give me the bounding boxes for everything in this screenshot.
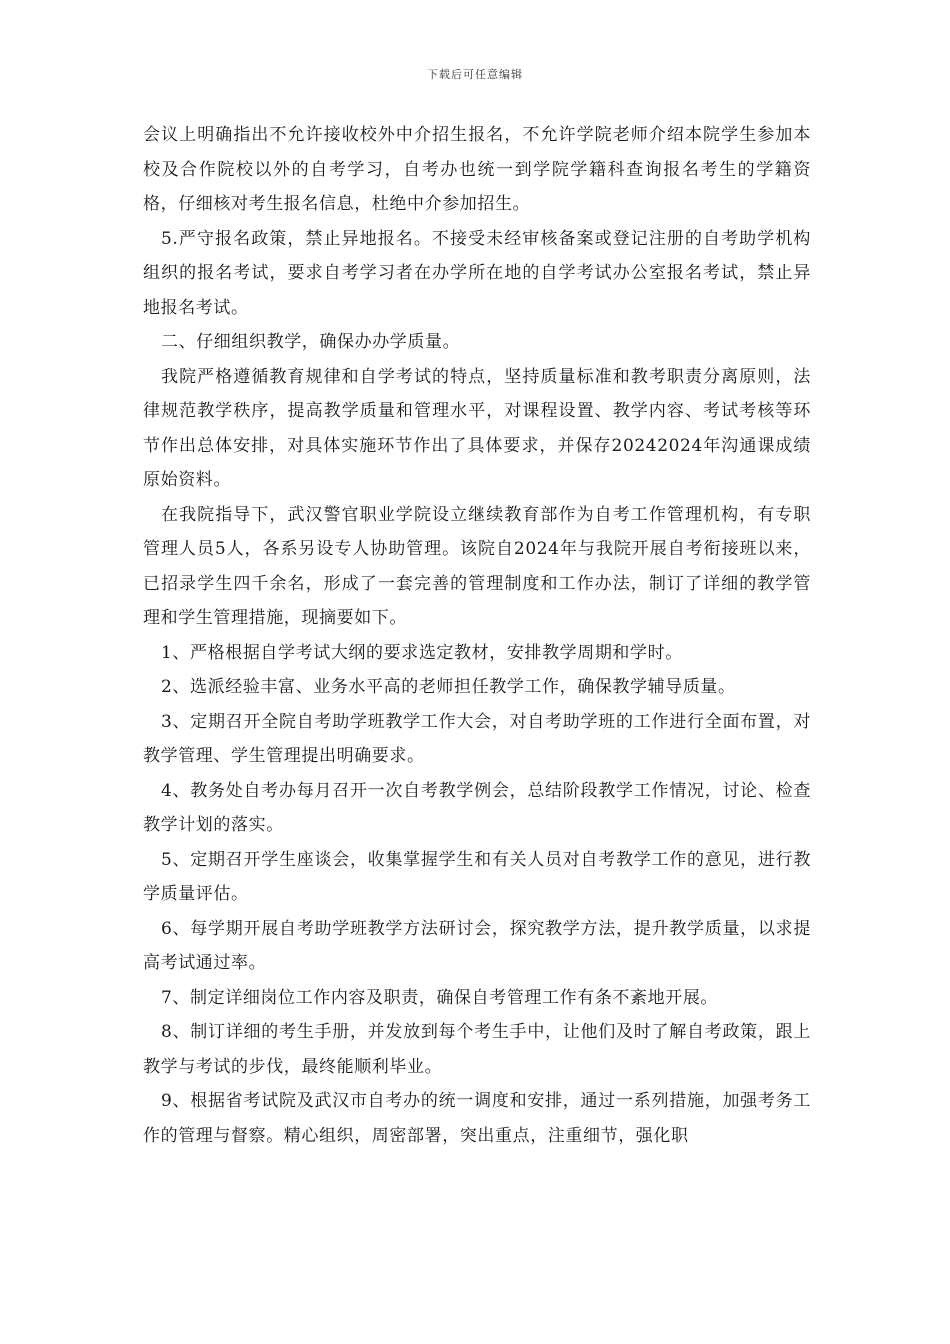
list-item-1: 1、严格根据自学考试大纲的要求选定教材，安排教学周期和学时。	[161, 642, 683, 663]
list-item-8: 8、制订详细的考生手册，并发放到每个考生手中，让他们及时了解自考政策，跟上教学与考试的步伐，最终能顺利毕业。	[143, 1022, 811, 1077]
section-heading-2: 二、仔细组织教学，确保办办学质量。	[161, 332, 461, 352]
paragraph-5: 在我院指导下，武汉警官职业学院设立继续教育部作为自考工作管理机构，有专职管理人员5人，各系另设专人协助管理。该院自2024年与我院开展自考衔接班以来，已招录学生四千余名，形成了一套完善的管理制度和工作办法，制订了详细的教学管理和学生管理措施，现摘要如下。	[143, 504, 811, 628]
list-item-7: 7、制定详细岗位工作内容及职责，确保自考管理工作有条不紊地开展。	[161, 987, 719, 1008]
list-item-6: 6、每学期开展自考助学班教学方法研讨会，探究教学方法，提升教学质量，以求提高考试通过率。	[143, 918, 811, 973]
list-item-5: 5、定期召开学生座谈会，收集掌握学生和有关人员对自考教学工作的意见，进行教学质量评估。	[143, 849, 811, 904]
list-item-9: 9、根据省考试院及武汉市自考办的统一调度和安排，通过一系列措施，加强考务工作的管理与督察。精心组织，周密部署，突出重点，注重细节，强化职	[143, 1091, 811, 1146]
list-item-3: 3、定期召开全院自考助学班教学工作大会，对自考助学班的工作进行全面布置，对教学管理、学生管理提出明确要求。	[143, 711, 811, 766]
list-item-4: 4、教务处自考办每月召开一次自考教学例会，总结阶段教学工作情况，讨论、检查教学计划的落实。	[143, 780, 811, 835]
list-item-2: 2、选派经验丰富、业务水平高的老师担任教学工作，确保教学辅导质量。	[161, 677, 736, 697]
paragraph-2: 5.严守报名政策，禁止异地报名。不接受未经审核备案或登记注册的自考助学机构组织的报名考试，要求自考学习者在办学所在地的自学考试办公室报名考试，禁止异地报名考试。	[143, 228, 811, 318]
paragraph-4: 我院严格遵循教育规律和自学考试的特点，坚持质量标准和教考职责分离原则，法律规范教学秩序，提高教学质量和管理水平，对课程设置、教学内容、考试考核等环节作出总体安排，对具体实施环节作出了具体要求，并保存20242024年沟通课成绩原始资料。	[143, 366, 811, 490]
document-body	[143, 118, 811, 1153]
page-header: 下载后可任意编辑	[427, 68, 523, 81]
paragraph-1: 会议上明确指出不允许接收校外中介招生报名，不允许学院老师介绍本院学生参加本校及合作院校以外的自考学习，自考办也统一到学院学籍科查询报名考生的学籍资格，仔细核对考生报名信息，杜绝中介参加招生。	[143, 125, 811, 214]
